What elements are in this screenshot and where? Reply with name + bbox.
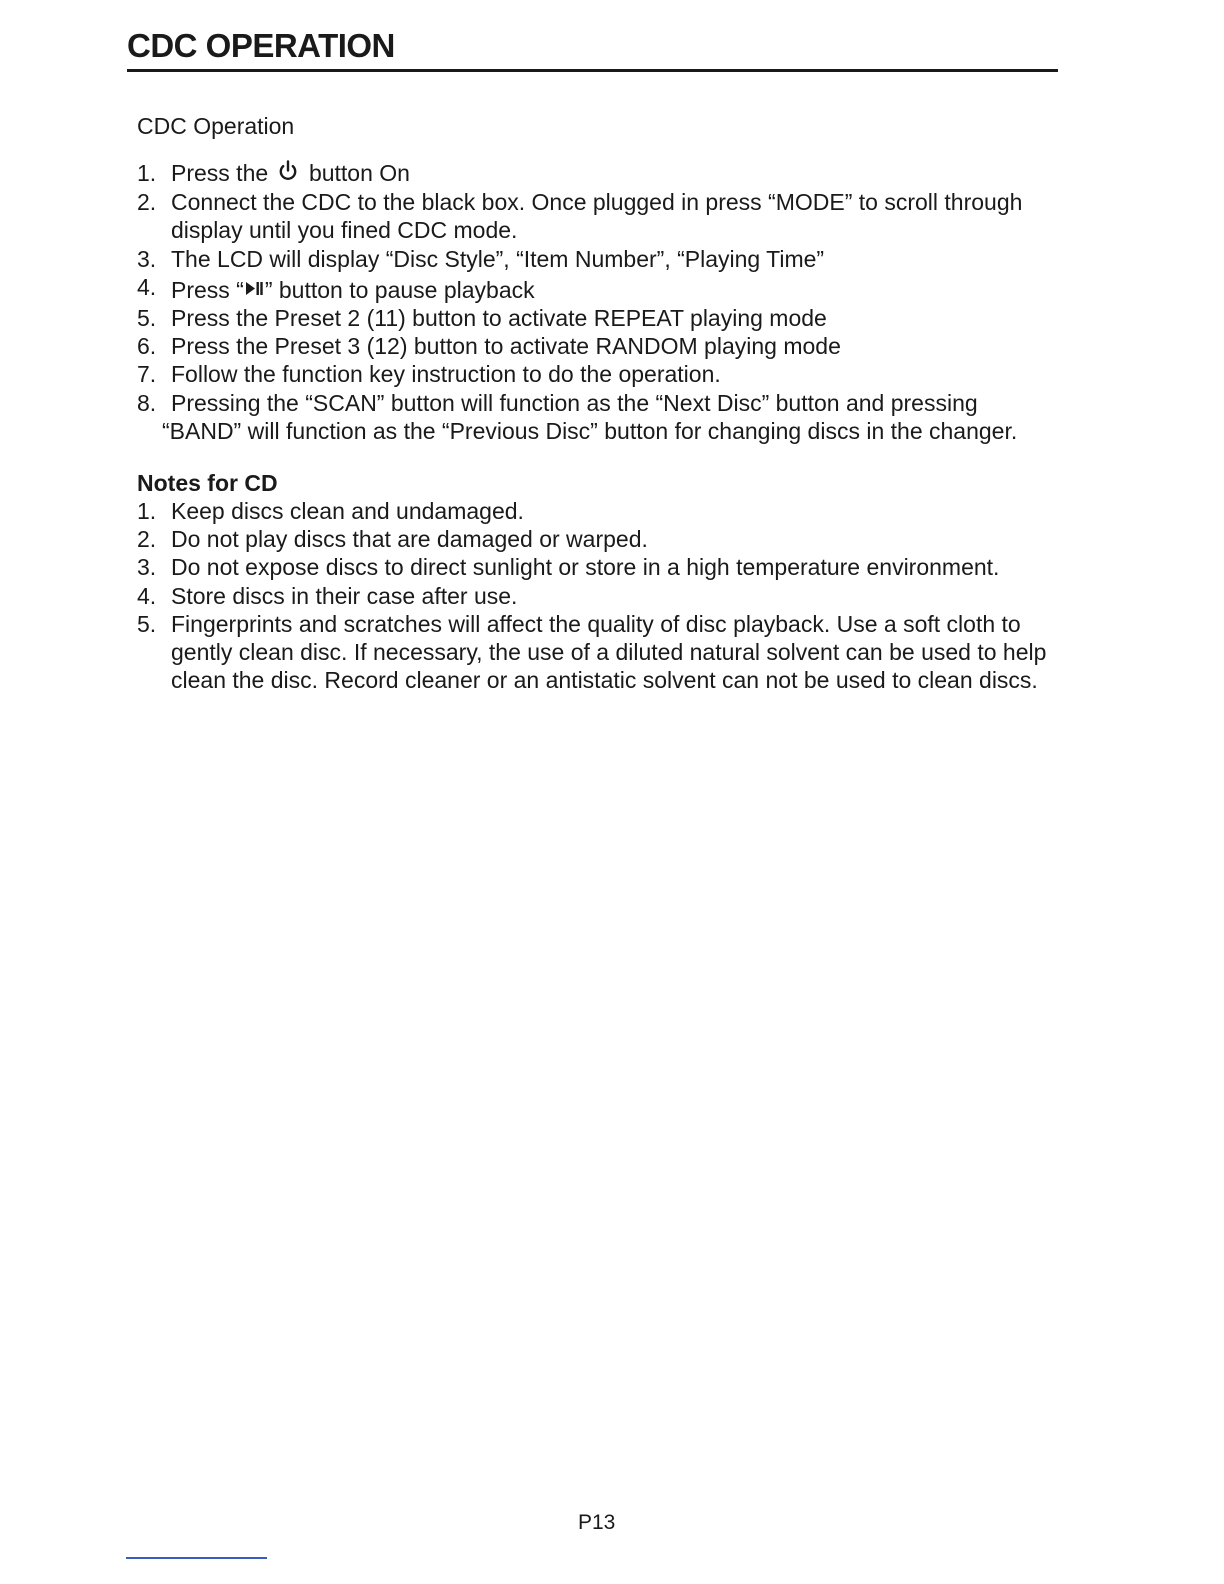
list-item	[137, 273, 1057, 304]
list-number: 5.	[137, 610, 157, 637]
list-number: 4.	[137, 582, 157, 609]
list-item	[137, 389, 1057, 445]
list-item	[137, 304, 1057, 332]
list-number: 4.	[137, 273, 157, 300]
note-text: Do not expose discs to direct sunlight or store in a high temperature environment.	[171, 554, 1000, 581]
step-text-before-icon: Press “	[171, 276, 244, 303]
list-number: 2.	[137, 189, 157, 216]
cdc-steps-list	[137, 159, 1057, 445]
step-text: Press the Preset 2 (11) button to activate REPEAT playing mode	[171, 305, 827, 332]
note-text: Fingerprints and scratches will affect the quality of disc playback. Use a soft cloth to gently clean disc. If necessary, the use of a diluted natural solvent can be used to help clean the disc. Record cleaner or an antistatic solvent can not be used to clean discs.	[171, 610, 1047, 694]
list-number: 8.	[137, 389, 157, 416]
note-text: Keep discs clean and undamaged.	[171, 498, 524, 524]
list-item	[137, 525, 1057, 553]
step-text-after-icon: button On	[308, 160, 410, 186]
list-item	[137, 245, 1057, 273]
list-number: 7.	[137, 361, 157, 388]
notes-list	[137, 497, 1057, 694]
step-text: Follow the function key instruction to do the operation.	[171, 361, 721, 388]
step-text-after-icon: ” button to pause playback	[264, 276, 535, 303]
cdc-operation-heading: CDC Operation	[137, 113, 295, 139]
list-number: 3.	[137, 554, 157, 581]
step-text: The LCD will display “Disc Style”, “Item Number”, “Playing Time”	[171, 245, 825, 272]
list-number: 1.	[137, 498, 157, 524]
list-number: 3.	[137, 245, 157, 272]
page-number: P13	[578, 1511, 616, 1534]
note-text: Do not play discs that are damaged or warped.	[171, 526, 648, 553]
step-text-line-2: “BAND” will function as the “Previous Disc” button for changing discs in the changer.	[162, 417, 1018, 444]
step-text-before-icon: Press the	[171, 160, 269, 186]
list-number: 6.	[137, 333, 157, 360]
list-item	[137, 188, 1057, 244]
list-item	[137, 497, 1057, 525]
power-icon	[278, 160, 298, 188]
list-number: 2.	[137, 526, 157, 553]
list-item	[137, 610, 1057, 695]
list-item	[137, 582, 1057, 610]
step-text: Connect the CDC to the black box. Once plugged in press “MODE” to scroll through display until you fined CDC mode.	[171, 189, 1023, 244]
list-item	[137, 332, 1057, 360]
page-title: CDC OPERATION	[127, 27, 395, 64]
list-item	[137, 360, 1057, 388]
bottom-rule	[126, 1557, 267, 1559]
step-text-line-1: Pressing the “SCAN” button will function as the “Next Disc” button and pressing	[171, 389, 978, 416]
title-divider	[127, 69, 1058, 72]
list-number: 1.	[137, 160, 157, 186]
list-number: 5.	[137, 305, 157, 332]
play-pause-icon	[246, 273, 263, 301]
step-text: Press the Preset 3 (12) button to activate RANDOM playing mode	[171, 333, 841, 360]
note-text: Store discs in their case after use.	[171, 582, 518, 609]
list-item	[137, 159, 1057, 188]
list-item	[137, 553, 1057, 581]
notes-for-cd-heading: Notes for CD	[137, 470, 278, 496]
